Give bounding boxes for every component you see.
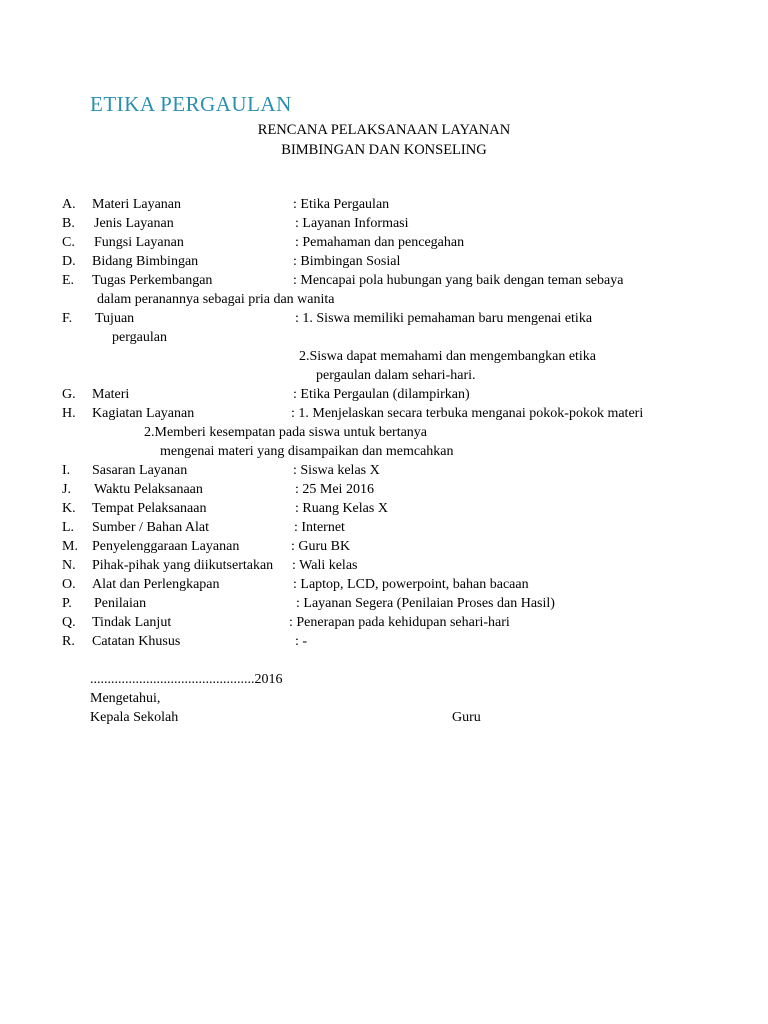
- item-value: : 1. Siswa memiliki pemahaman baru mengenai etika: [295, 311, 593, 326]
- date-line: ...............................................2016: [90, 672, 283, 687]
- item-label: Pihak-pihak yang diikutsertakan: [92, 558, 274, 573]
- item-value: : Ruang Kelas X: [295, 501, 388, 516]
- item-value: : Internet: [294, 520, 345, 535]
- item-letter: E.: [62, 273, 75, 288]
- item-label: Tindak Lanjut: [92, 615, 172, 630]
- item-letter: L.: [62, 520, 75, 535]
- item-value: : 25 Mei 2016: [295, 482, 374, 497]
- item-label: Penilaian: [94, 596, 147, 611]
- principal-label: Kepala Sekolah: [90, 710, 179, 725]
- item-letter: O.: [62, 577, 76, 592]
- item-letter: M.: [62, 539, 78, 554]
- item-letter: C.: [62, 235, 75, 250]
- item-value: : Layanan Segera (Penilaian Proses dan Hasil): [296, 596, 555, 611]
- item-label: Tempat Pelaksanaan: [92, 501, 207, 516]
- item-letter: R.: [62, 634, 75, 649]
- item-letter: I.: [62, 463, 71, 478]
- document-title: ETIKA PERGAULAN: [90, 92, 292, 116]
- item-sub-point-continuation: mengenai materi yang disampaikan dan memcahkan: [160, 444, 454, 459]
- item-label: Penyelenggaraan Layanan: [92, 539, 240, 554]
- item-label: Kagiatan Layanan: [92, 406, 195, 421]
- item-continuation: dalam peranannya sebagai pria dan wanita: [97, 292, 335, 307]
- item-value: : Laptop, LCD, powerpoint, bahan bacaan: [293, 577, 529, 592]
- item-letter: Q.: [62, 615, 76, 630]
- item-letter: J.: [62, 482, 71, 497]
- teacher-label: Guru: [452, 710, 481, 725]
- item-letter: K.: [62, 501, 76, 516]
- item-continuation: pergaulan: [112, 330, 167, 345]
- item-value: : Etika Pergaulan (dilampirkan): [293, 387, 470, 402]
- item-label: Bidang Bimbingan: [92, 254, 199, 269]
- item-sub-point-continuation: pergaulan dalam sehari-hari.: [316, 368, 476, 383]
- item-value: : Penerapan pada kehidupan sehari-hari: [289, 615, 510, 630]
- item-sub-point: 2.Siswa dapat memahami dan mengembangkan etika: [299, 349, 597, 364]
- item-letter: B.: [62, 216, 75, 231]
- item-label: Fungsi Layanan: [94, 235, 184, 250]
- acknowledged-label: Mengetahui,: [90, 691, 161, 706]
- item-value: : Mencapai pola hubungan yang baik dengan teman sebaya: [293, 273, 624, 288]
- item-label: Catatan Khusus: [92, 634, 181, 649]
- item-letter: G.: [62, 387, 76, 402]
- item-sub-point: 2.Memberi kesempatan pada siswa untuk bertanya: [144, 425, 428, 440]
- heading-line-2: BIMBINGAN DAN KONSELING: [281, 142, 487, 158]
- item-label: Tujuan: [95, 311, 135, 326]
- item-label: Materi Layanan: [92, 197, 182, 212]
- item-letter: F.: [62, 311, 73, 326]
- item-value: : Bimbingan Sosial: [293, 254, 401, 269]
- item-label: Alat dan Perlengkapan: [92, 577, 220, 592]
- item-value: : Guru BK: [291, 539, 351, 554]
- item-value: : Layanan Informasi: [295, 216, 409, 231]
- item-value: : 1. Menjelaskan secara terbuka menganai pokok-pokok materi: [291, 406, 644, 421]
- item-label: Materi: [92, 387, 130, 402]
- item-label: Sasaran Layanan: [92, 463, 188, 478]
- item-letter: H.: [62, 406, 76, 421]
- item-letter: N.: [62, 558, 76, 573]
- item-value: : Pemahaman dan pencegahan: [295, 235, 465, 250]
- item-letter: P.: [62, 596, 72, 611]
- item-label: Waktu Pelaksanaan: [94, 482, 203, 497]
- item-value: : Wali kelas: [292, 558, 358, 573]
- heading-line-1: RENCANA PELAKSANAAN LAYANAN: [257, 122, 511, 138]
- item-value: : Etika Pergaulan: [293, 197, 390, 212]
- item-value: : Siswa kelas X: [293, 463, 380, 478]
- item-value: : -: [295, 634, 308, 649]
- item-label: Sumber / Bahan Alat: [92, 520, 210, 535]
- item-label: Tugas Perkembangan: [92, 273, 213, 288]
- item-label: Jenis Layanan: [94, 216, 174, 231]
- item-letter: D.: [62, 254, 76, 269]
- item-letter: A.: [62, 197, 76, 212]
